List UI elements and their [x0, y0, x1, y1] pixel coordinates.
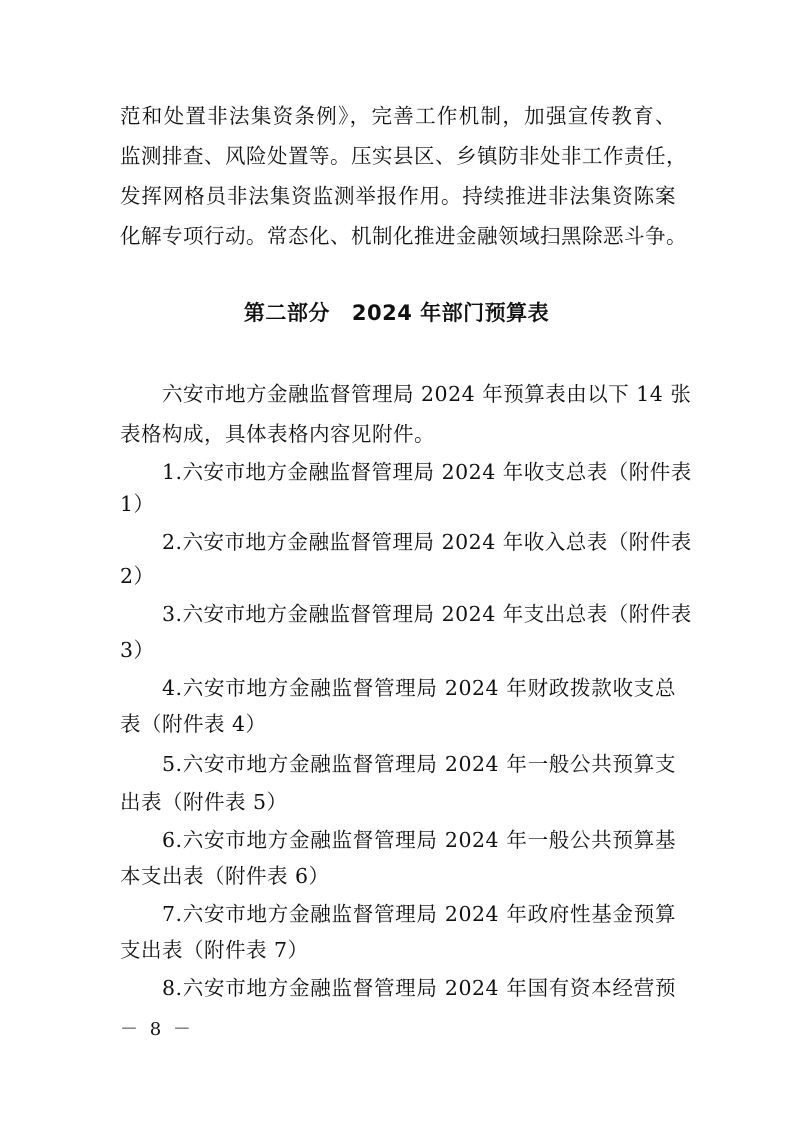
list-item-line: 3.六安市地方金融监督管理局 2024 年支出总表（附件表	[162, 602, 692, 626]
list-item-line: 1.六安市地方金融监督管理局 2024 年收支总表（附件表	[162, 460, 692, 484]
list-item-line: 表（附件表 4）	[120, 712, 267, 736]
body-text-line: 发挥网格员非法集资监测举报作用。持续推进非法集资陈案	[120, 184, 676, 208]
section-part-label: 第二部分	[243, 301, 330, 325]
list-item-line: 8.六安市地方金融监督管理局 2024 年国有资本经营预	[162, 976, 676, 1000]
list-item-line: 1）	[120, 492, 155, 516]
page-number: － 8 －	[120, 1019, 194, 1040]
body-text-line: 监测排查、风险处置等。压实县区、乡镇防非处非工作责任，	[120, 144, 687, 168]
body-text-line: 化解专项行动。常态化、机制化推进金融领域扫黑除恶斗争。	[120, 224, 687, 248]
list-item-line: 4.六安市地方金融监督管理局 2024 年财政拨款收支总	[162, 676, 676, 700]
summary-text-line: 六安市地方金融监督管理局 2024 年预算表由以下 14 张	[162, 382, 692, 406]
list-item-line: 6.六安市地方金融监督管理局 2024 年一般公共预算基	[162, 828, 676, 852]
section-title: 2024 年部门预算表	[351, 301, 550, 325]
section-heading	[0, 298, 793, 328]
list-item-line: 本支出表（附件表 6）	[120, 864, 330, 888]
list-item-line: 3）	[120, 638, 155, 662]
list-item-line: 2）	[120, 564, 155, 588]
list-item-line: 2.六安市地方金融监督管理局 2024 年收入总表（附件表	[162, 530, 692, 554]
list-item-line: 7.六安市地方金融监督管理局 2024 年政府性基金预算	[162, 902, 676, 926]
body-text-line: 范和处置非法集资条例》，完善工作机制，加强宣传教育、	[120, 104, 676, 128]
list-item-line: 出表（附件表 5）	[120, 790, 288, 814]
list-item-line: 支出表（附件表 7）	[120, 938, 309, 962]
list-item-line: 5.六安市地方金融监督管理局 2024 年一般公共预算支	[162, 752, 676, 776]
summary-text-line: 表格构成，具体表格内容见附件。	[120, 422, 435, 446]
